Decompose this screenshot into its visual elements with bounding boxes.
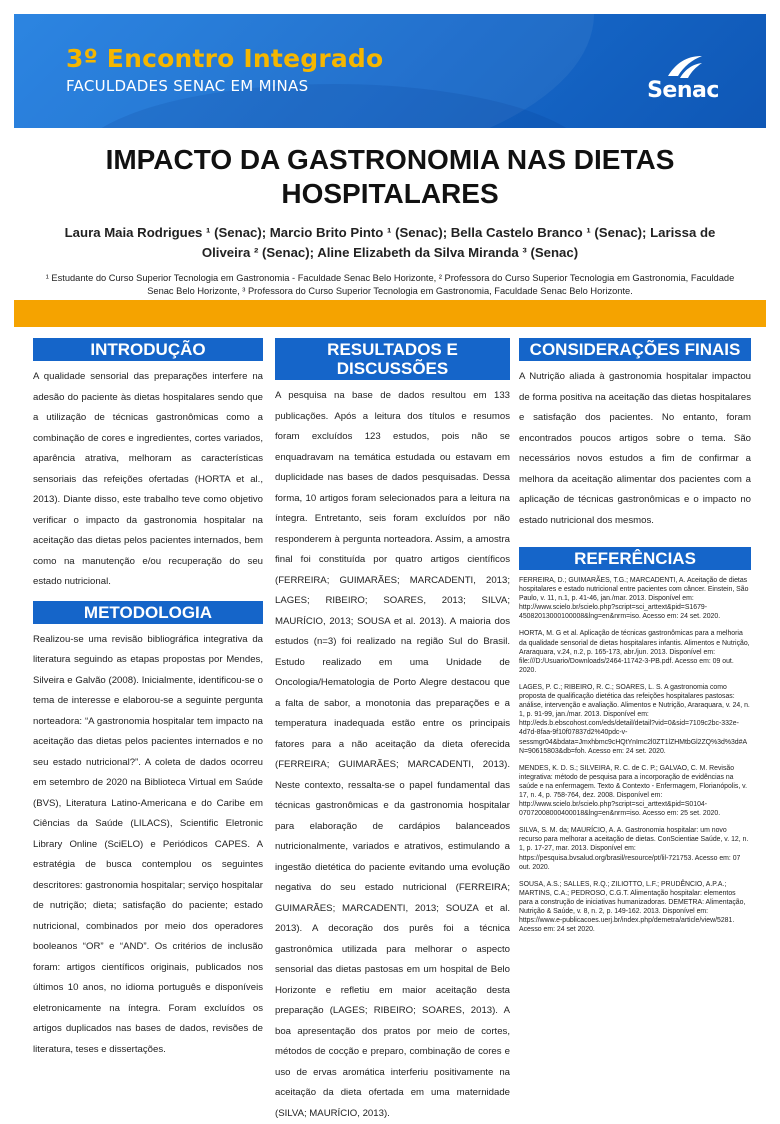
event-subtitle: FACULDADES SENAC EM MINAS bbox=[66, 77, 309, 95]
logo-text: Senac bbox=[647, 78, 719, 103]
section-heading-referencias: REFERÊNCIAS bbox=[519, 547, 751, 570]
consideracoes-text: A Nutrição aliada à gastronomia hospitalar impactou de forma positiva na aceitação das dietas hospitalares e satisfação dos pacientes. No entanto, foram encontrados poucos artigos sobre o tema. São necessários novos estudos a fim de confirmar a melhora da aceitação alimentar dos pacientes com a aplicação de técnicas gastronômicas e o impacto no estado nutricional dos mesmos. bbox=[519, 371, 751, 526]
resultados-text: A pesquisa na base de dados resultou em 133 publicações. Após a leitura dos títulos e resumos foram excluídos 123 estudos, pois não se enquadravam na temática estudada ou estavam em duplicidade nas bases de dados pesquisadas. Dessa forma, 10 artigos foram selecionados para a leitura na íntegra. Entretanto, seis foram excluídos por não responderem à pergunta norteadora. Assim, a amostra final foi constituída por quatro artigos científicos (FERREIRA; GUIMARÃES; MARCADENTI, 2013; LAGES; RIBEIRO; SOARES, 2013; SILVA; MAURÍCIO, 2013; SOUSA et al. 2013). A maioria dos estudos (n=3) foi realizado na região Sul do Brasil. Estudo realizado em uma Unidade de Oncologia/Hematologia de Porto Alegre destacou que a falta de sabor, a monotonia das preparações e a temperatura inadequada estão entre os principais fatores para a não aceitação da dieta oferecida (FERREIRA; GUIMARÃES; MARCADENTI, 2013). Neste contexto, ressalta-se o papel fundamental das técnicas gastronômicas e da gastronomia hospitalar para elaboração de cardápios balanceados nutricionalmente, variados e atrativos, estimulando a ingestão dietética do paciente evitando uma evolução negativa do seu estado nutricional (FERREIRA; GUIMARÃES; MARCADENTI, 2013; SOUZA et al. 2013). A decoração dos purês foi a técnica gastronômica utilizada para melhorar o aspecto sensorial das dietas pastosas em um hospital de Belo Horizonte e refletiu em maior aceitação desta preparação (LAGES; RIBEIRO; SOARES, 2013). A boa apresentação dos pratos por meio de cortes, métodos de cocção e preparo, combinação de cores e uso de ervas aromática interferiu positivamente na aceitação da dieta ofertada em uma maternidade (SILVA; MAURÍCIO, 2013). bbox=[275, 390, 510, 1119]
orange-divider bbox=[14, 300, 766, 327]
reference-item: HORTA, M. G et al. Aplicação de técnicas gastronômicas para a melhoria da qualidade sensorial de dietas hospitalares infantis. Alimentos e Nutrição, Araraquara, v.24, n.2, p. 165-173, abr./jun. 2013. Disponível em: file:///D:/Usuario/Downloads/2464-11742-3-PB.pdf. Acesso em: 09 out. 2020. bbox=[519, 630, 750, 674]
affiliations: ¹ Estudante do Curso Superior Tecnologia em Gastronomia - Faculdade Senac Belo Horizonte, ² Professora do Curso Superior Tecnologia em Gastronomia, Faculdade Senac Belo Horizonte, ³ Professora do Curso Superior Tecnologia em Gastronomia, Faculdade Senac Belo Horizonte. bbox=[45, 273, 735, 296]
section-heading-metodologia: METODOLOGIA bbox=[33, 601, 263, 624]
column-left bbox=[33, 338, 263, 1060]
references-list bbox=[519, 576, 751, 934]
section-heading-consideracoes: CONSIDERAÇÕES FINAIS bbox=[519, 338, 751, 361]
metodologia-text: Realizou-se uma revisão bibliográfica integrativa da literatura seguindo as etapas propostas por Mendes, Silveira e Galvão (2008). Inicialmente, identificou-se o tema de interesse e elaborou-se a seguinte pergunta norteadora: “A gastronomia hospitalar tem impacto na aceitação das dietas pelos pacientes internados e no seu estado nutricional?”. A coleta de dados ocorreu em setembro de 2020 na Biblioteca Virtual em Saúde (BVS), Literatura Latino-Americana e do Caribe em Ciências da Saúde (LILACS), Scientific Eletronic Library Online (SciELO) e Periódicos CAPES. A estratégia de busca contemplou os seguintes descritores: gastronomia hospitalar; serviço hospitalar de nutrição; dieta; satisfação do paciente; estado nutricional, combinados por meio dos operadores booleanos “OR” e “AND”. Os critérios de inclusão foram: artigos científicos originais, publicados nos últimos 10 anos, no idioma português e disponíveis eletronicamente na íntegra. Foram excluídos os artigos duplicados nas bases de dados, revisões de literatura, teses e dissertações. bbox=[33, 633, 263, 1055]
senac-logo-icon bbox=[664, 54, 704, 80]
reference-item: MENDES, K. D. S.; SILVEIRA, R. C. de C. P.; GALVAO, C. M. Revisão integrativa: método de pesquisa para a incorporação de evidências na saúde e na enfermagem. Texto & Contexto - Enfermagem, Florianópolis, v. 17, n. 4, p. 758-764, dez. 2008. Disponível em: http://www.scielo.br/scielo.php?script=sci_arttext&pid=S0104-07072008000400018&lng=en&nrm=iso. Acesso em: 25 set. 2020. bbox=[519, 764, 748, 818]
reference-item: LAGES, P. C.; RIBEIRO, R. C.; SOARES, L. S. A gastronomia como proposta de qualificação dietética das refeições hospitalares pastosas: análise, intervenção e avaliação. Alimentos e Nutrição, Araraquara, v. 24, n. 1, p. 91-99, jan./mar. 2013. Disponível em: http://eds.b.ebscohost.com/eds/detail/detail?vid=0&sid=7109c2bc-332e-4d7d-8faa-9f10f07837d2%40pdc-v-sessmgr04&bdata=Jmxhbmc9cHQtYnImc2l0ZT1lZHMtbGl2ZQ%3d%3d#AN=90615803&db=foh. Acesso em: 24 set. 2020. bbox=[519, 683, 750, 755]
event-title: 3º Encontro Integrado bbox=[66, 44, 384, 73]
reference-item: SILVA, S. M. da; MAURÍCIO, A. A. Gastronomia hospitalar: um novo recurso para melhorar a aceitação de dietas. ConScientiae Saúde, v. 12, n. 1, p. 17-27, mar. 2013. Disponível em: https://pesquisa.bvsalud.org/brasil/resource/pt/lil-721753. Acesso em: 07 out. 2020. bbox=[519, 827, 749, 871]
reference-item: FERREIRA, D.; GUIMARÃES, T.G.; MARCADENTI, A. Aceitação de dietas hospitalares e estado nutricional entre pacientes com câncer. Einstein, São Paulo, v. 11, n.1, p. 41-46, jan./mar. 2013. Disponível em: http://www.scielo.br/scielo.php?script=sci_arttext&pid=S1679-45082013000100008&lng=en&nrm=iso. Acesso em: 24 set. 2020. bbox=[519, 577, 749, 621]
section-heading-introducao: INTRODUÇÃO bbox=[33, 338, 263, 361]
event-banner bbox=[14, 14, 766, 128]
column-middle bbox=[275, 338, 510, 1124]
senac-logo bbox=[628, 54, 738, 104]
reference-item: SOUSA, A.S.; SALLES, R.Q.; ZILIOTTO, L.F.; PRUDÊNCIO, A.P.A.; MARTINS, C.A.; PEDROSO, C.G.T. Alimentação hospitalar: elementos para a construção de iniciativas humanizadoras. DEMETRA: Alimentação, Nutrição & Saúde, v. 8, n. 2, p. 149-162. 2013. Disponível em: https://www.e-publicacoes.uerj.br/index.php/demetra/article/view/5281. Acesso em: 24 set 2020. bbox=[519, 880, 746, 934]
column-right bbox=[519, 338, 751, 942]
introducao-text: A qualidade sensorial das preparações interfere na adesão do paciente às dietas hospitalares sendo que a utilização de técnicas gastronômicas como a combinação de cores e ingredientes, cortes variados, aparência atrativa, melhoram as características sensoriais das refeições ofertadas (HORTA et al., 2013). Diante disso, este trabalho teve como objetivo verificar o impacto da gastronomia hospitalar na aceitação das dietas pelos pacientes internados, bem como na manutenção e/ou recuperação do seu estado nutricional. bbox=[33, 371, 263, 587]
poster-title: IMPACTO DA GASTRONOMIA NAS DIETAS HOSPITALARES bbox=[105, 144, 675, 209]
section-heading-resultados: RESULTADOS E DISCUSSÕES bbox=[275, 338, 510, 380]
authors: Laura Maia Rodrigues ¹ (Senac); Marcio Brito Pinto ¹ (Senac); Bella Castelo Branco ¹ (Senac); Larissa de Oliveira ² (Senac); Aline Elizabeth da Silva Miranda ³ (Senac) bbox=[64, 225, 716, 260]
